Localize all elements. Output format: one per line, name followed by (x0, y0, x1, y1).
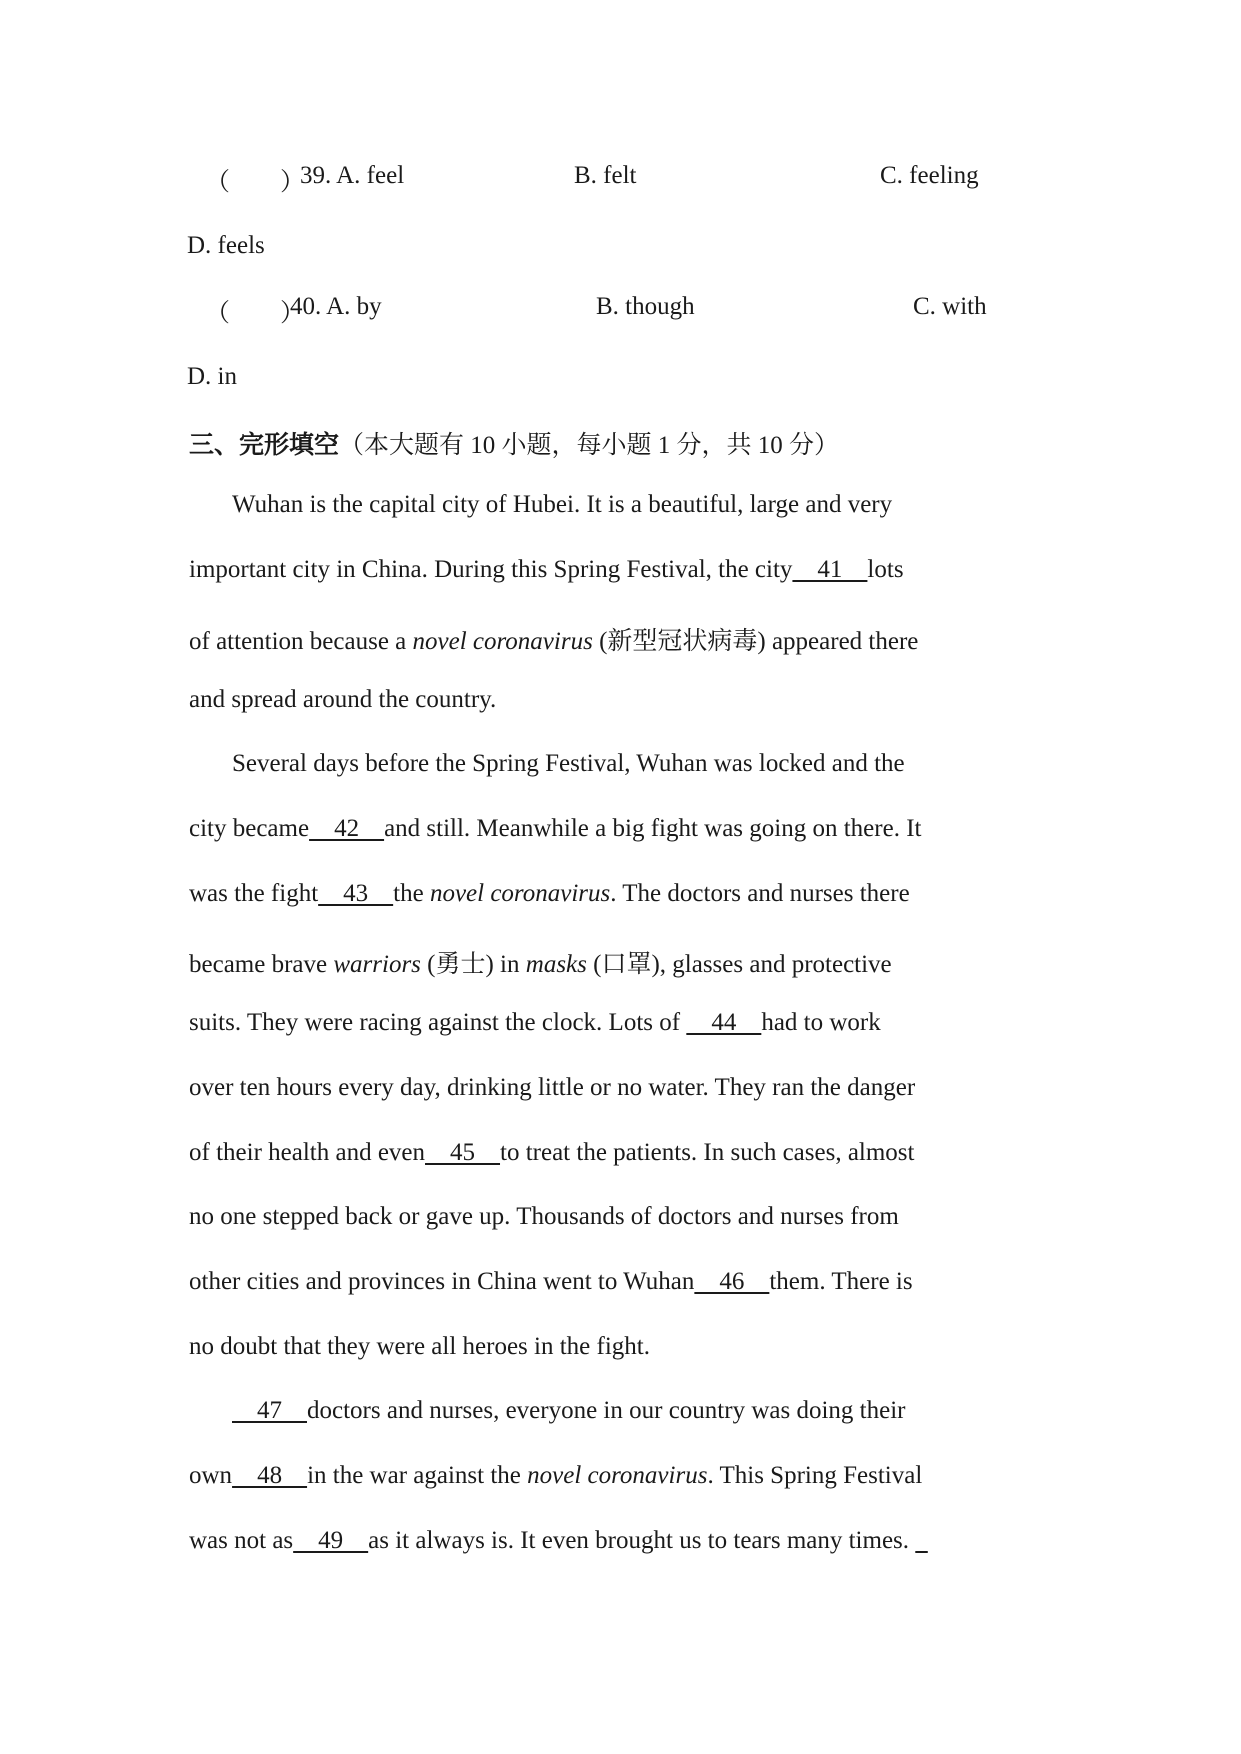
passage-line: over ten hours every day, drinking little or no water. They ran the danger (189, 1074, 916, 1101)
text: them. There is (769, 1268, 913, 1295)
text: important city in China. During this Spring Festival, the city (189, 556, 793, 583)
text: and still. Meanwhile a big fight was going on there. It (384, 815, 922, 842)
option-a: 39. A. feel (300, 162, 405, 189)
text: had to work (761, 1009, 881, 1036)
text: of attention because a (189, 628, 413, 655)
text: as it always is. It even brought us to tears many times. (368, 1527, 910, 1554)
passage-line: and spread around the country. (189, 686, 497, 713)
section-title: 三、完形填空 (189, 432, 340, 459)
passage-line (189, 1009, 881, 1037)
text: (勇士) in (420, 951, 526, 978)
text: . The doctors and nurses there (610, 880, 910, 907)
option-b: B. though (596, 293, 695, 320)
passage-line (189, 1139, 914, 1167)
passage-line: no doubt that they were all heroes in the fight. (189, 1333, 650, 1360)
italic-term: masks (525, 951, 587, 978)
option-d: D. in (187, 363, 237, 390)
text: of their health and even (189, 1139, 426, 1166)
passage-line: Wuhan is the capital city of Hubei. It is a beautiful, large and very (232, 491, 893, 518)
text: to treat the patients. In such cases, almost (500, 1139, 915, 1166)
text: suits. They were racing against the clock. Lots of (189, 1009, 687, 1036)
passage-line (189, 1527, 928, 1555)
text: became brave (189, 951, 334, 978)
answer-paren: （ ） (205, 169, 306, 196)
blank-47: 47 (232, 1397, 307, 1424)
text: city became (189, 815, 310, 842)
passage-line (189, 944, 892, 980)
passage-line: Several days before the Spring Festival, Wuhan was locked and the (232, 750, 905, 777)
option-a: 40. A. by (290, 293, 382, 320)
passage-line (232, 1397, 905, 1425)
option-d: D. feels (187, 232, 265, 259)
text: lots (867, 556, 904, 583)
text: own (189, 1462, 233, 1489)
section-note: （本大题有 10 小题，每小题 1 分，共 10 分） (339, 432, 840, 459)
blank-50 (915, 1527, 928, 1555)
text: (口罩), glasses and protective (586, 951, 892, 978)
option-c: C. feeling (880, 162, 979, 189)
text: (新型冠状病毒) appeared there (592, 628, 919, 655)
passage-line (189, 556, 904, 584)
text: . This Spring Festival (707, 1462, 923, 1489)
text: doctors and nurses, everyone in our country was doing their (307, 1397, 906, 1424)
passage-line: no one stepped back or gave up. Thousands of doctors and nurses from (189, 1203, 899, 1230)
text: in the war against the (307, 1462, 528, 1489)
blank-49: 49 (293, 1527, 369, 1554)
passage-line (189, 1268, 913, 1296)
answer-paren: （ ） (205, 300, 306, 327)
section-heading (189, 425, 839, 461)
text: other cities and provinces in China went to Wuhan (189, 1268, 695, 1295)
blank-46: 46 (694, 1268, 770, 1295)
italic-term: novel coronavirus (527, 1462, 708, 1489)
passage-line (189, 880, 910, 908)
italic-term: novel coronavirus (412, 628, 593, 655)
text: was not as (189, 1527, 294, 1554)
passage-line (189, 1462, 922, 1490)
blank-48: 48 (232, 1462, 308, 1489)
text: the (393, 880, 430, 907)
blank-41: 41 (792, 556, 868, 583)
blank-42: 42 (309, 815, 385, 842)
option-b: B. felt (574, 162, 637, 189)
blank-43: 43 (318, 880, 394, 907)
text: was the fight (189, 880, 319, 907)
blank-44: 44 (686, 1009, 762, 1036)
blank-45: 45 (425, 1139, 501, 1166)
option-c: C. with (913, 293, 987, 320)
passage-line (189, 815, 921, 843)
passage-line (189, 621, 918, 657)
italic-term: novel coronavirus (429, 880, 611, 907)
italic-term: warriors (333, 951, 421, 978)
